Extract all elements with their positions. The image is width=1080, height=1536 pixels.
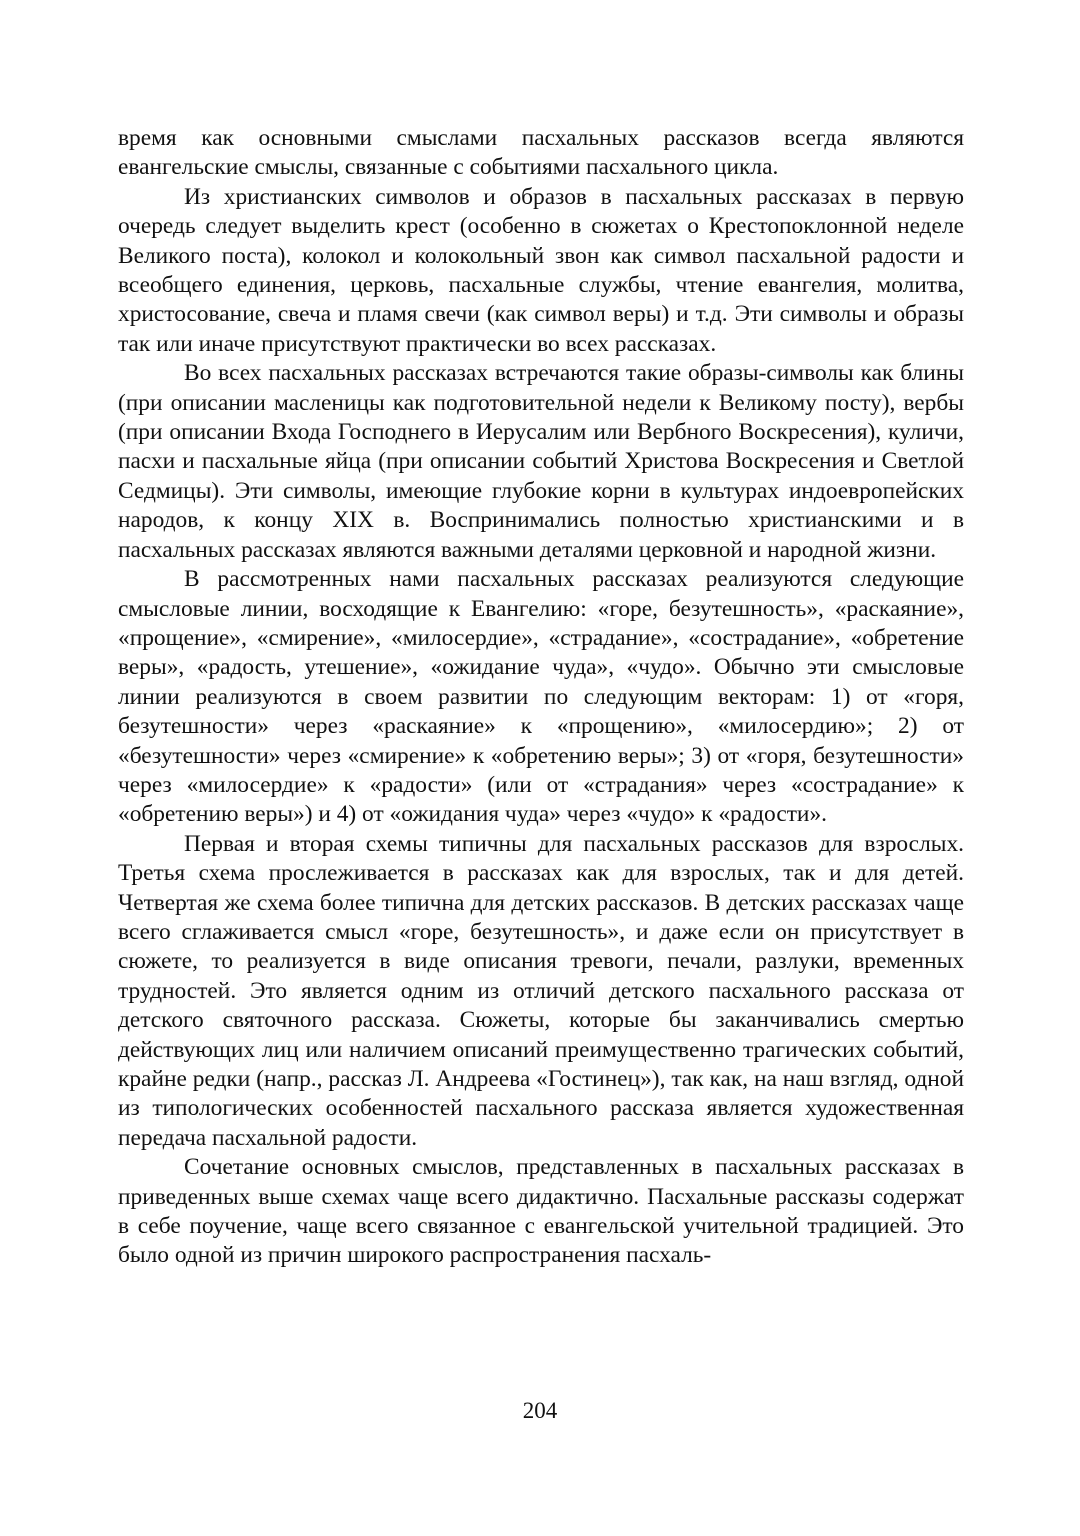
page-body xyxy=(118,124,964,1271)
paragraph-christian-symbols: Из христианских символов и образов в пасхальных рассказах в первую очередь следует выделить крест (особенно в сюжетах о Крестопоклонной неделе Великого поста), колокол и колокольный звон как символ пасхальной радости и всеобщего единения, церковь, пасхальные службы, чтение евангелия, молитва, христосование, свеча и пламя свечи (как символ веры) и т.д. Эти символы и образы так или иначе присутствуют практически во всех рассказах. xyxy=(118,183,964,357)
paragraph-continuation: время как основными смыслами пасхальных рассказов всегда являются евангельские смыслы, связанные с событиями пасхального цикла. xyxy=(118,125,964,181)
page-number: 204 xyxy=(522,1398,558,1423)
paragraph-symbol-images: Во всех пасхальных рассказах встречаются такие образы-символы как блины (при описании масленицы как подготовительной недели к Великому посту), вербы (при описании Входа Господнего в Иерусалим или Вербного Воскресения), куличи, пасхи и пасхальные яйца (при описании событий Христова Воскресения и Светлой Седмицы). Эти символы, имеющие глубокие корни в культурах индоевропейских народов, к концу XIX в. Воспринимались полностью христианскими и в пасхальных рассказах являются важными деталями церковной и народной жизни. xyxy=(118,360,964,563)
paragraph-semantic-lines: В рассмотренных нами пасхальных рассказах реализуются следующие смысловые линии, восходящие к Евангелию: «горе, безутешность», «раскаяние», «прощение», «смирение», «милосердие», «страдание», «сострадание», «обретение веры», «радость, утешение», «ожидание чуда», «чудо». Обычно эти смысловые линии реализуются в своем развитии по следующим векторам: 1) от «горя, безутешности» через «раскаяние» к «прощению», «милосердию»; 2) от «безутешности» через «смирение» к «обретению веры»; 3) от «горя, безутешности» через «милосердие» к «радости» (или от «страдания» через «сострадание» к «обретению веры») и 4) от «ожидания чуда» через «чудо» к «радости». xyxy=(118,566,964,828)
paragraph-schemes: Первая и вторая схемы типичны для пасхальных рассказов для взрослых. Третья схема прослеживается в рассказах как для взрослых, так и для детей. Четвертая же схема более типична для детских рассказов. В детских рассказах чаще всего сглаживается смысл «горе, безутешность», и даже если он присутствует в сюжете, то реализуется в виде описания тревоги, печали, разлуки, временных трудностей. Это является одним из отличий детского пасхального рассказа от детского святочного рассказа. Сюжеты, которые бы заканчивались смертью действующих лиц или наличием описаний преимущественно трагических событий, крайне редки (напр., рассказ Л. Андреева «Гостинец»), так как, на наш взгляд, одной из типологических особенностей пасхального рассказа является художественная передача пасхальной радости. xyxy=(118,830,964,1151)
paragraph-didactic: Сочетание основных смыслов, представленных в пасхальных рассказах в приведенных выше схемах чаще всего дидактично. Пасхальные рассказы содержат в себе поучение, чаще всего связанное с евангельской учительной традицией. Это было одной из причин широкого распространения пасхаль- xyxy=(118,1154,964,1269)
